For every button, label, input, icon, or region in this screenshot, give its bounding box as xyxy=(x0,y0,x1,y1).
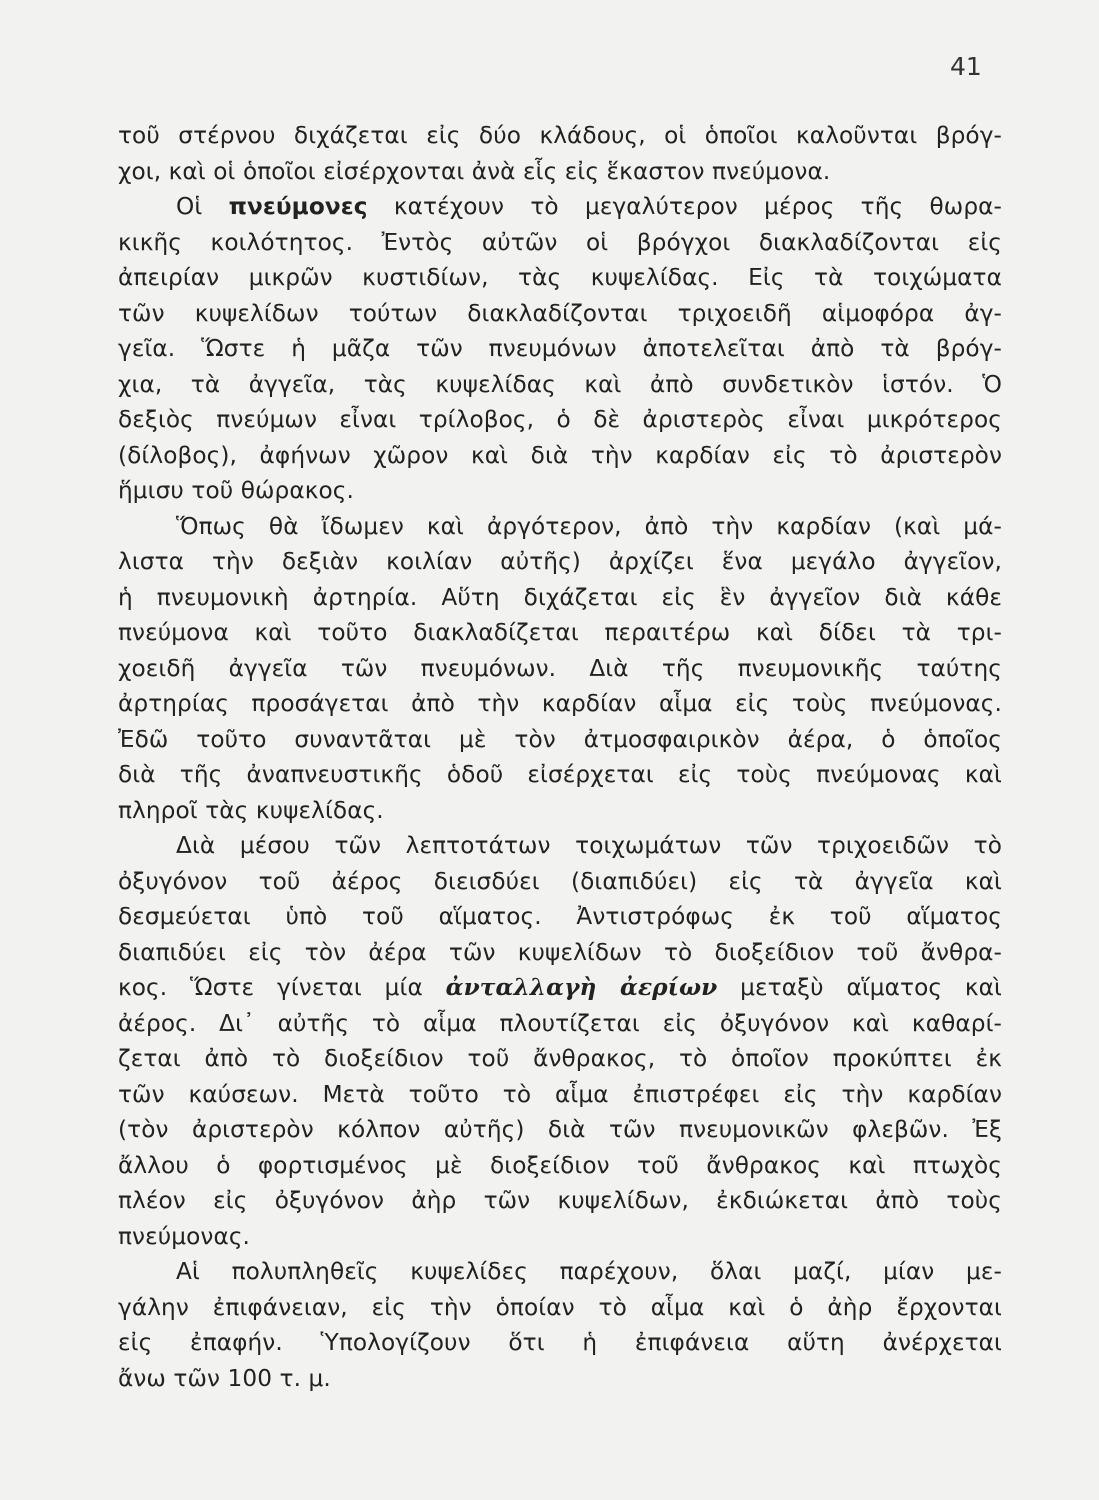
text-line: ἡ πνευμονικὴ ἀρτηρία. Αὕτη διχάζεται εἰς ἓν ἀγγεῖον διὰ κάθε xyxy=(118,583,1002,611)
text-line: διὰ τῆς ἀναπνευστικῆς ὁδοῦ εἰσέρχεται εἰς τοὺς πνεύμονας καὶ xyxy=(118,761,1002,788)
text-line: πνεύμονας. xyxy=(118,1222,251,1250)
text-line: ὀξυγόνον τοῦ ἀέρος διεισδύει (διαπιδύει) εἰς τὰ ἀγγεῖα καὶ xyxy=(118,867,1002,895)
text-line: ἀρτηρίας προσάγεται ἀπὸ τὴν καρδίαν αἷμα εἰς τοὺς πνεύμονας. xyxy=(118,690,1002,717)
text-line xyxy=(118,970,1002,1006)
text-line: τοῦ στέρνου διχάζεται εἰς δύο κλάδους, οἱ ὁποῖοι καλοῦνται βρόγ- xyxy=(118,122,1002,149)
text-line: πληροῖ τὰς κυψελίδας. xyxy=(118,796,384,824)
text-line: κικῆς κοιλότητος. Ἐντὸς αὐτῶν οἱ βρόγχοι διακλαδίζονται εἰς xyxy=(118,228,1002,256)
text-line: Ὅπως θὰ ἴδωμεν καὶ ἀργότερον, ἀπὸ τὴν καρδίαν (καὶ μά- xyxy=(176,512,1002,540)
text-line: Διὰ μέσου τῶν λεπτοτάτων τοιχωμάτων τῶν τριχοειδῶν τὸ xyxy=(176,832,1002,859)
text-line: γάλην ἐπιφάνειαν, εἰς τὴν ὁποίαν τὸ αἷμα καὶ ὁ ἀὴρ ἔρχονται xyxy=(118,1293,1002,1321)
text-segment: κος. Ὥστε γίνεται μία xyxy=(118,974,446,1001)
text-line: διαπιδύει εἰς τὸν ἀέρα τῶν κυψελίδων τὸ διοξείδιον τοῦ ἄνθρα- xyxy=(118,938,1002,966)
bold-term: πνεύμονες xyxy=(228,193,368,220)
text-segment: Οἱ xyxy=(176,193,229,220)
text-line: τῶν καύσεων. Μετὰ τοῦτο τὸ αἷμα ἐπιστρέφει εἰς τὴν καρδίαν xyxy=(118,1080,1002,1108)
text-line: τῶν κυψελίδων τούτων διακλαδίζονται τριχοειδῆ αἱμοφόρα ἀγ- xyxy=(118,299,1002,327)
text-line: πνεύμονα καὶ τοῦτο διακλαδίζεται περαιτέρω καὶ δίδει τὰ τρι- xyxy=(118,619,1002,646)
text-line: ἀέρος. Δι᾽ αὐτῆς τὸ αἷμα πλουτίζεται εἰς ὀξυγόνον καὶ καθαρί- xyxy=(118,1009,1002,1037)
text-line: ἥμισυ τοῦ θώρακος. xyxy=(118,477,354,504)
text-line: (δίλοβος), ἀφήνων χῶρον καὶ διὰ τὴν καρδίαν εἰς τὸ ἀριστερὸν xyxy=(118,441,1002,469)
text-line: Αἱ πολυπληθεῖς κυψελίδες παρέχουν, ὅλαι μαζί, μίαν με- xyxy=(176,1258,1002,1285)
body-text xyxy=(118,118,1002,1396)
text-line: ἄνω τῶν 100 τ. μ. xyxy=(118,1364,331,1392)
text-line: δεξιὸς πνεύμων εἶναι τρίλοβος, ὁ δὲ ἀριστερὸς εἶναι μικρότερος xyxy=(118,406,1002,433)
text-line: γεῖα. Ὥστε ἡ μᾶζα τῶν πνευμόνων ἀποτελεῖται ἀπὸ τὰ βρόγ- xyxy=(118,335,1002,362)
text-line: ἄλλου ὁ φορτισμένος μὲ διοξείδιον τοῦ ἄνθρακος καὶ πτωχὸς xyxy=(118,1151,1002,1179)
text-segment: μεταξὺ αἵματος καὶ xyxy=(717,974,1002,1001)
text-line: εἰς ἐπαφήν. Ὑπολογίζουν ὅτι ἡ ἐπιφάνεια αὕτη ἀνέρχεται xyxy=(118,1329,1002,1356)
text-line: (τὸν ἀριστερὸν κόλπον αὐτῆς) διὰ τῶν πνευμονικῶν φλεβῶν. Ἐξ xyxy=(118,1116,1002,1143)
text-line: Ἐδῶ τοῦτο συναντᾶται μὲ τὸν ἀτμοσφαιρικὸν ἀέρα, ὁ ὁποῖος xyxy=(118,725,1002,753)
text-line: ζεται ἀπὸ τὸ διοξείδιον τοῦ ἄνθρακος, τὸ ὁποῖον προκύπτει ἐκ xyxy=(118,1045,1002,1072)
text-line: χοειδῆ ἀγγεῖα τῶν πνευμόνων. Διὰ τῆς πνευμονικῆς ταύτης xyxy=(118,654,1002,682)
text-line xyxy=(118,189,1002,225)
text-line: ἀπειρίαν μικρῶν κυστιδίων, τὰς κυψελίδας. Εἰς τὰ τοιχώματα xyxy=(118,264,1002,291)
page-number: 41 xyxy=(950,52,982,81)
text-line: δεσμεύεται ὑπὸ τοῦ αἵματος. Ἀντιστρόφως ἐκ τοῦ αἵματος xyxy=(118,903,1002,930)
text-line: χοι, καὶ οἱ ὁποῖοι εἰσέρχονται ἀνὰ εἷς εἰς ἕκαστον πνεύμονα. xyxy=(118,157,831,185)
text-line: λιστα τὴν δεξιὰν κοιλίαν αὐτῆς) ἀρχίζει ἕνα μεγάλο ἀγγεῖον, xyxy=(118,548,1002,575)
text-segment: κατέχουν τὸ μεγαλύτερον μέρος τῆς θωρα- xyxy=(367,193,1002,220)
text-line: χια, τὰ ἀγγεῖα, τὰς κυψελίδας καὶ ἀπὸ συνδετικὸν ἱστόν. Ὁ xyxy=(118,370,1002,398)
text-line: πλέον εἰς ὀξυγόνον ἀὴρ τῶν κυψελίδων, ἐκδιώκεται ἀπὸ τοὺς xyxy=(118,1187,1002,1214)
emphasized-term: ἀνταλλαγὴ ἀερίων xyxy=(445,974,718,1001)
